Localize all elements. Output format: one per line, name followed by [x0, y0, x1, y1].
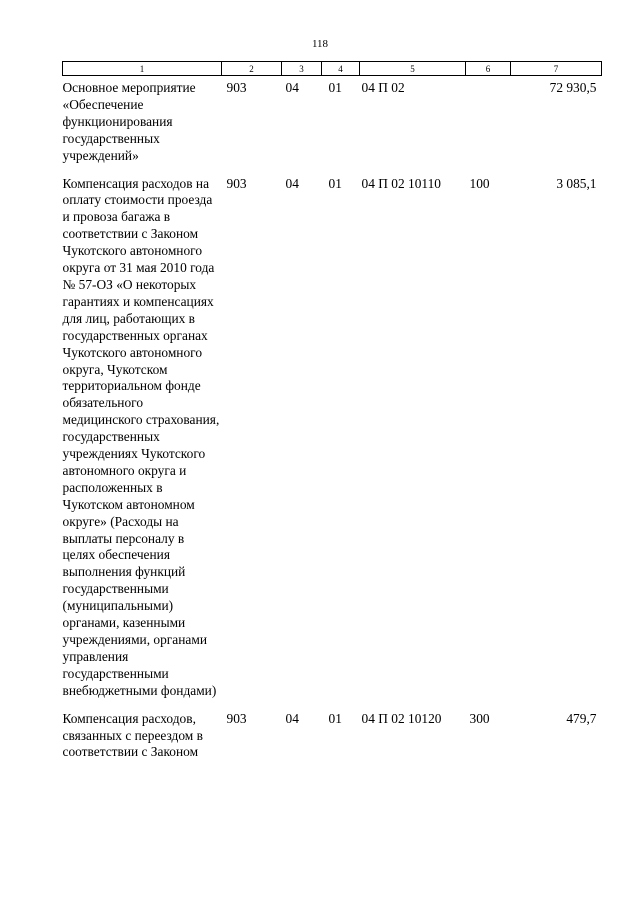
row-admin-code: 903: [226, 80, 247, 95]
row-target-article: 04 П 02: [361, 80, 405, 95]
row-admin-code: 903: [226, 710, 247, 726]
row-name: Основное мероприятие «Обеспечение функционирования государственных учреждений»: [62, 80, 196, 163]
row-sum: 72 930,5: [549, 80, 597, 95]
column-header-4: 4: [322, 62, 360, 76]
column-header-2: 2: [222, 62, 282, 76]
row-subsection: 01: [328, 80, 342, 95]
row-admin-code: 903: [226, 175, 247, 191]
row-subsection: 01: [328, 175, 342, 191]
column-header-6: 6: [466, 62, 511, 76]
row-expense-type: 300: [469, 710, 490, 726]
table-row: [63, 700, 602, 762]
column-header-3: 3: [282, 62, 322, 76]
column-header-5: 5: [360, 62, 466, 76]
column-header-7: 7: [511, 62, 602, 76]
row-section: 04: [285, 710, 299, 726]
row-expense-type: 100: [469, 175, 490, 191]
row-name: Компенсация расходов на оплату стоимости проезда и провоза багажа в соответствии с Законом Чукотского автономного округа от 31 мая 2010 года № 57-ОЗ «О некоторых гарантиях и компенсациях для лиц, работающих в государственных органах Чукотского автономного округа, Чукотском территориальном фонде обязательного медицинского страхования, государственных учреждениях Чукотского автономного округа и расположенных в Чукотском автономном округе» (Расходы на выплаты персоналу в целях обеспечения выполнения функций государственными (муниципальными) органами, казенными учреждениями, органами управления государственными внебюджетными фондами): [62, 175, 220, 698]
table-row: [63, 165, 602, 700]
row-target-article: 04 П 02 10120: [361, 710, 442, 726]
row-section: 04: [285, 80, 299, 95]
row-section: 04: [285, 175, 299, 191]
budget-table: [62, 61, 602, 761]
row-expense-type: [466, 76, 511, 165]
row-sum: 3 085,1: [556, 175, 597, 191]
row-name: Компенсация расходов, связанных с переездом в соответствии с Законом: [62, 710, 203, 760]
page-number: 118: [311, 38, 329, 50]
table-row: [63, 76, 602, 165]
table-header-row: [63, 62, 602, 76]
row-sum: 479,7: [566, 710, 597, 726]
row-target-article: 04 П 02 10110: [361, 175, 441, 191]
row-subsection: 01: [328, 710, 342, 726]
column-header-1: 1: [63, 62, 222, 76]
